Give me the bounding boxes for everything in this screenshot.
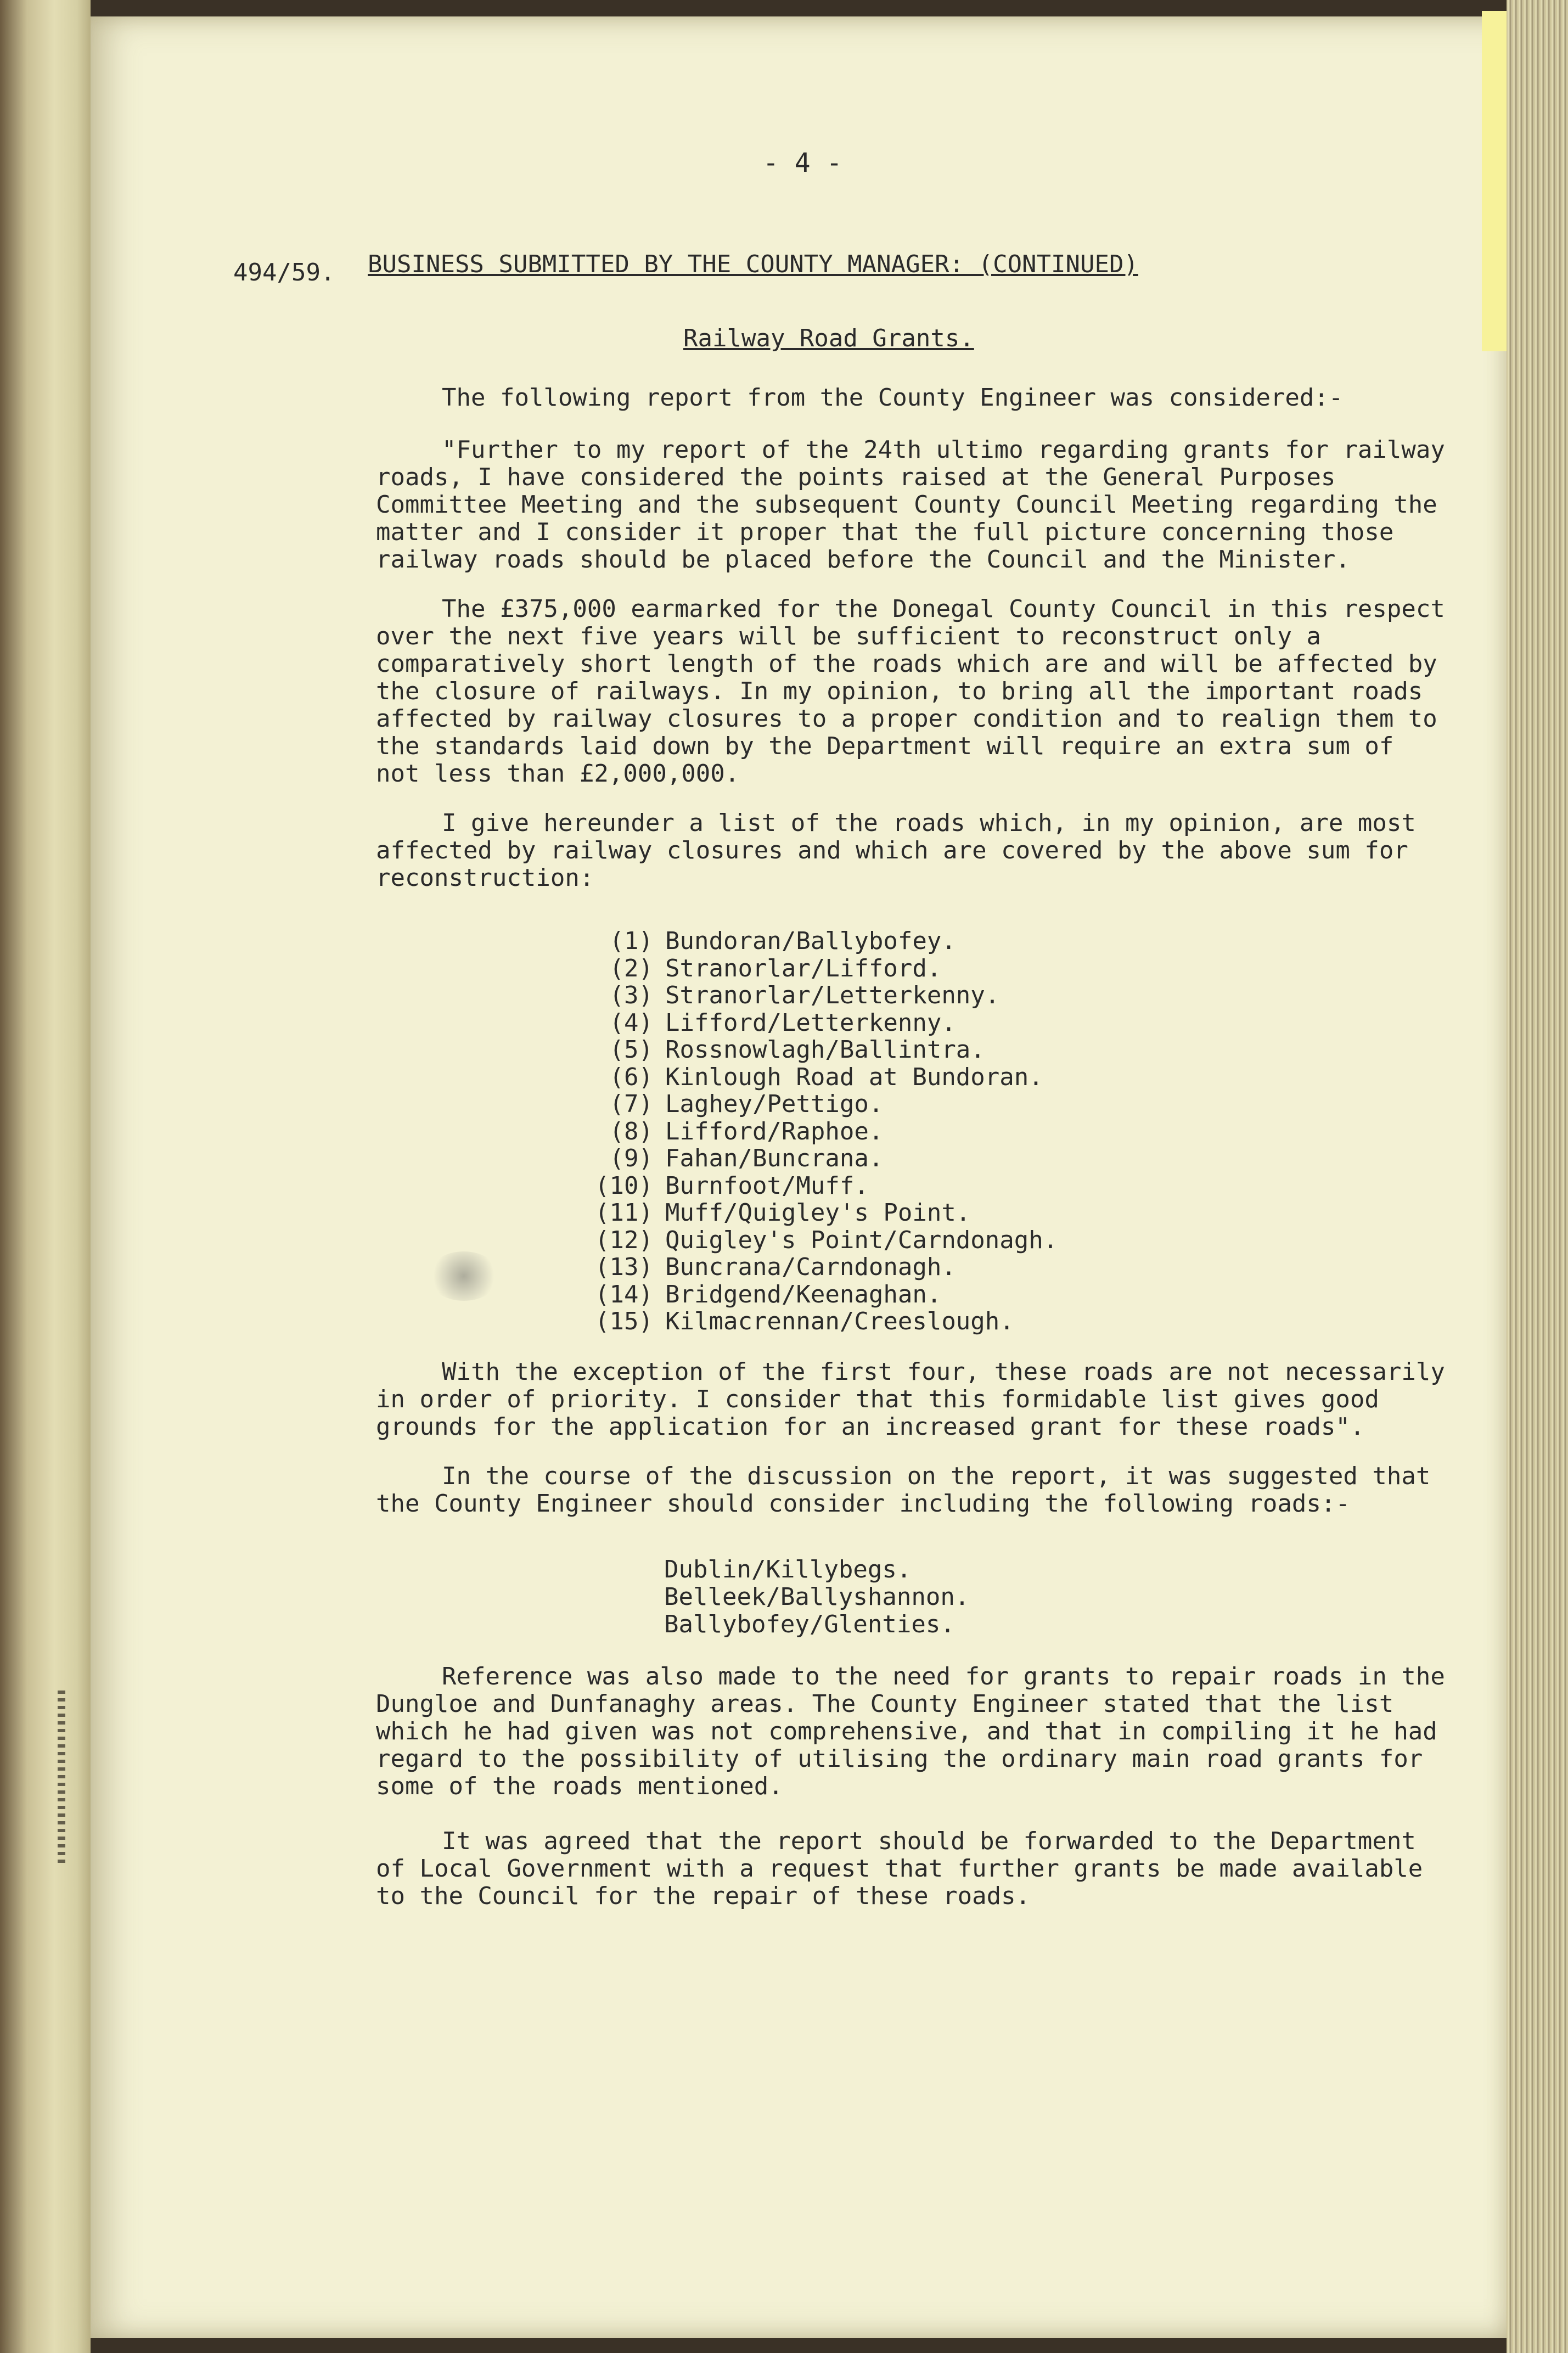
page-edges <box>1507 0 1568 2353</box>
list-item: Dublin/Killybegs. <box>664 1555 912 1583</box>
report-paragraph-4: With the exception of the first four, these roads are not necessarily in order of priority. I consider that this formidable list gives good grounds for the application for an increased grant for these roads". <box>376 1358 1445 1441</box>
list-item: (14) Bridgend/Keenaghan. <box>595 1280 942 1309</box>
minute-number: 494/59. <box>233 259 335 287</box>
list-item: Belleek/Ballyshannon. <box>664 1583 970 1611</box>
list-item: (10) Burnfoot/Muff. <box>595 1171 869 1200</box>
report-paragraph-1: "Further to my report of the 24th ultimo regarding grants for railway roads, I have considered the points raised at the General Purposes Committee Meeting and the subsequent County Council Meeting regarding the matter and I consider it proper that the full picture concerning those railway roads should be placed before the Council and the Minister. <box>376 436 1445 574</box>
page-tab-strip <box>1482 11 1507 351</box>
agreed-paragraph: It was agreed that the report should be forwarded to the Department of Local Government with a request that further grants be made available to the Council for the repair of these roads. <box>376 1827 1423 1910</box>
list-item: (6) Kinlough Road at Bundoran. <box>609 1063 1043 1091</box>
list-item: (2) Stranorlar/Lifford. <box>609 954 942 982</box>
list-item: (5) Rossnowlagh/Ballintra. <box>609 1036 985 1064</box>
discussion-paragraph: In the course of the discussion on the report, it was suggested that the County Engineer should consider including the following roads:- <box>376 1462 1431 1518</box>
reference-paragraph: Reference was also made to the need for grants to repair roads in the Dungloe and Dunfanaghy areas. The County Engineer stated that the list which he had given was not comprehensive, and that in compiling it he had regard to the possibility of utilising the ordinary main road grants for some of the roads mentioned. <box>376 1663 1445 1800</box>
list-item: (1) Bundoran/Ballybofey. <box>609 927 956 955</box>
ink-smudge <box>428 1251 499 1301</box>
intro-paragraph: The following report from the County Engineer was considered:- <box>442 384 1344 412</box>
additional-roads-list <box>664 1556 969 1638</box>
list-item: (9) Fahan/Buncrana. <box>609 1144 884 1172</box>
list-item: Ballybofey/Glenties. <box>664 1610 955 1638</box>
margin-mark <box>58 1691 65 1866</box>
list-item: (15) Kilmacrennan/Creeslough. <box>595 1307 1014 1335</box>
report-paragraph-3: I give hereunder a list of the roads which, in my opinion, are most affected by railway closures and which are covered by the above sum for reconstruction: <box>376 809 1416 892</box>
list-item: (12) Quigley's Point/Carndonagh. <box>595 1226 1058 1254</box>
list-item: (4) Lifford/Letterkenny. <box>609 1008 956 1037</box>
page-number: - 4 - <box>763 148 842 178</box>
list-item: (11) Muff/Quigley's Point. <box>595 1199 971 1227</box>
list-item: (7) Laghey/Pettigo. <box>609 1090 884 1118</box>
list-item: (3) Stranorlar/Letterkenny. <box>609 981 1000 1009</box>
section-heading: BUSINESS SUBMITTED BY THE COUNTY MANAGER: (CONTINUED) <box>368 250 1138 278</box>
list-item: (13) Buncrana/Carndonagh. <box>595 1253 956 1281</box>
report-paragraph-2: The £375,000 earmarked for the Donegal County Council in this respect over the next five years will be sufficient to reconstruct only a comparatively short length of the roads which are and will be affected by the closure of railways. In my opinion, to bring all the important roads affected by railway closures to a proper condition and to realign them to the standards laid down by the Department will require an extra sum of not less than £2,000,000. <box>376 595 1445 788</box>
list-item: (8) Lifford/Raphoe. <box>609 1117 884 1145</box>
subheading: Railway Road Grants. <box>683 324 974 352</box>
book-spine <box>0 0 91 2353</box>
roads-list <box>574 928 1058 1335</box>
